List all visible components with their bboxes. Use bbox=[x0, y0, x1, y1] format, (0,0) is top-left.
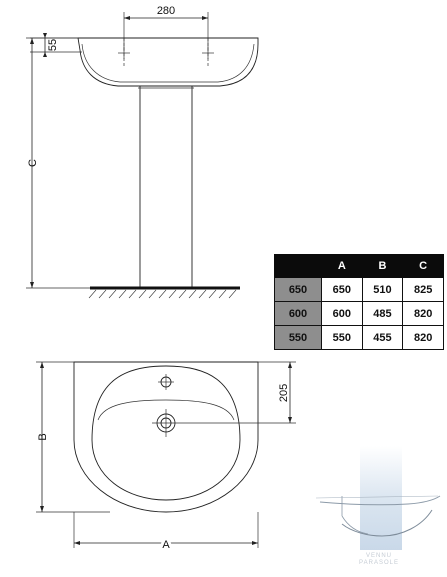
table-row bbox=[275, 302, 444, 326]
table-row bbox=[275, 326, 444, 350]
table-header-row bbox=[275, 255, 444, 278]
tap-spacing-label: 280 bbox=[156, 5, 176, 17]
table-cell: 550 bbox=[322, 326, 363, 350]
height-label: C bbox=[27, 159, 39, 167]
table-header-c: C bbox=[403, 255, 444, 278]
dimension-height bbox=[26, 38, 96, 288]
table-cell: 820 bbox=[403, 302, 444, 326]
dimension-bowl-top bbox=[30, 33, 82, 57]
table-cell: 825 bbox=[403, 278, 444, 302]
pedestal bbox=[140, 86, 192, 288]
table-header-a: A bbox=[322, 255, 363, 278]
table-header-model bbox=[275, 255, 322, 278]
dimension-table bbox=[274, 254, 444, 350]
table-cell: 820 bbox=[403, 326, 444, 350]
table-row bbox=[275, 278, 444, 302]
watermark-text bbox=[354, 553, 404, 567]
width-label: A bbox=[162, 539, 170, 551]
watermark-line: VENNU bbox=[365, 553, 392, 559]
watermark-line: PARASOLE bbox=[359, 560, 399, 566]
dimension-width bbox=[74, 512, 258, 551]
floor-line bbox=[89, 288, 240, 298]
table-cell: 485 bbox=[362, 302, 403, 326]
dimension-tap-spacing bbox=[124, 5, 208, 50]
table-cell: 455 bbox=[362, 326, 403, 350]
dimension-drain-offset bbox=[180, 362, 296, 423]
table-cell: 600 bbox=[322, 302, 363, 326]
table-cell-model: 600 bbox=[275, 302, 322, 326]
side-elevation bbox=[26, 5, 258, 298]
drain-offset-label: 205 bbox=[278, 383, 290, 403]
table-cell-model: 650 bbox=[275, 278, 322, 302]
table-cell-model: 550 bbox=[275, 326, 322, 350]
table-cell: 650 bbox=[322, 278, 363, 302]
table-cell: 510 bbox=[362, 278, 403, 302]
bowl-top-label: 55 bbox=[47, 38, 59, 52]
depth-label: B bbox=[37, 433, 49, 441]
table-header-b: B bbox=[362, 255, 403, 278]
plan-view bbox=[36, 362, 296, 551]
